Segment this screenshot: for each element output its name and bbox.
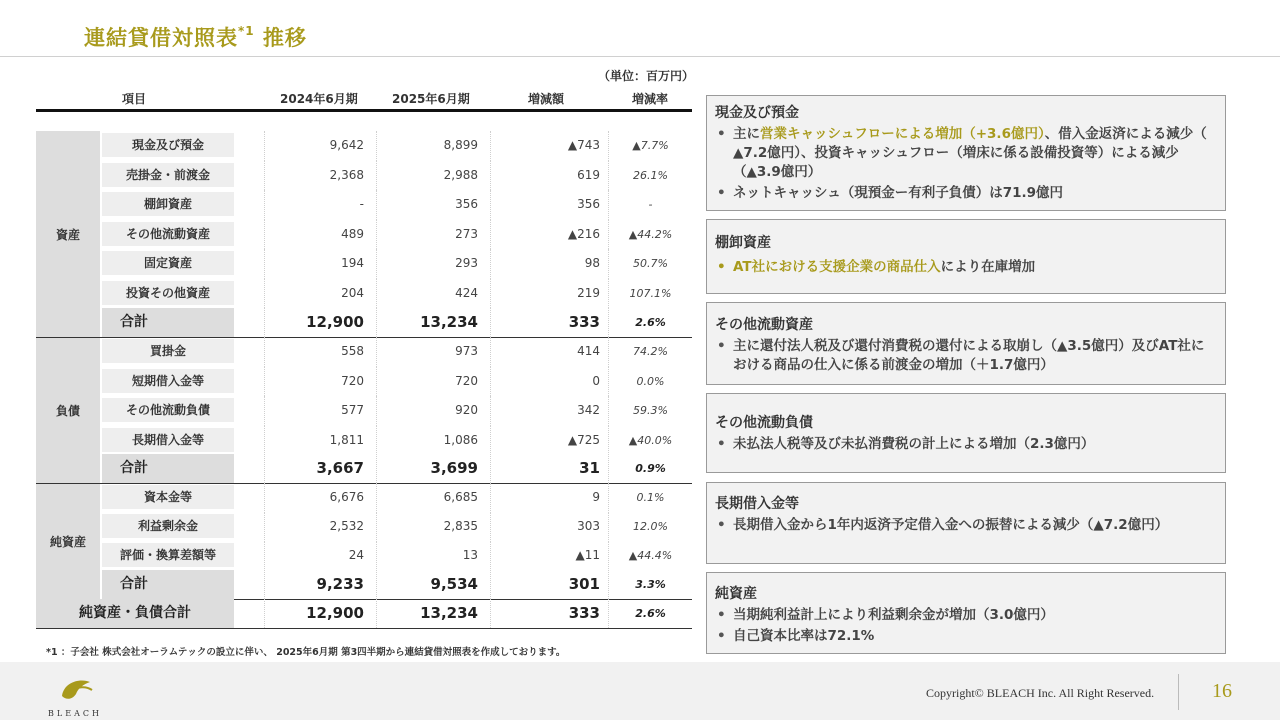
- value-change: 31: [490, 454, 606, 483]
- value-fy2024: 558: [264, 337, 374, 367]
- value-fy2025: 920: [376, 396, 488, 426]
- row-label: 長期借入金等: [102, 428, 234, 452]
- note-cash: [706, 95, 1226, 211]
- table-row: [36, 249, 692, 279]
- footer: [0, 662, 1280, 720]
- value-change: 0: [490, 367, 606, 397]
- note-other-current-assets: [706, 302, 1226, 385]
- note-bullet: • 主に営業キャッシュフローによる増加（+3.6億円）、借入金返済による減少（ ▲7.2億円）、投資キャッシュフロー（増床に係る設備投資等）による減少（▲3.9億円）: [715, 125, 1217, 182]
- value-fy2024: 9,233: [264, 570, 374, 599]
- value-change-rate: 0.1%: [608, 483, 692, 513]
- value-change-rate: 2.6%: [608, 599, 692, 628]
- value-change-rate: ▲40.0%: [608, 426, 692, 456]
- value-fy2024: 489: [264, 220, 374, 250]
- note-heading: 純資産: [715, 586, 757, 602]
- value-change: 333: [490, 599, 606, 628]
- note-net-assets: [706, 572, 1226, 654]
- table-row: [36, 337, 692, 367]
- row-label: 固定資産: [102, 251, 234, 275]
- value-fy2024: 3,667: [264, 454, 374, 483]
- header-fy2025: 2025年6月期: [392, 92, 470, 106]
- value-fy2025: 9,534: [376, 570, 488, 599]
- row-label: 合計: [102, 570, 234, 599]
- value-fy2024: -: [264, 190, 374, 220]
- note-bullet: • ネットキャッシュ（現預金ー有利子負債）は71.9億円: [715, 184, 1217, 203]
- table-row: [36, 190, 692, 220]
- value-fy2025: 293: [376, 249, 488, 279]
- header-change: 増減額: [528, 92, 565, 106]
- table-row: [36, 131, 692, 161]
- table-row: [36, 279, 692, 309]
- row-label: 投資その他資産: [102, 281, 234, 305]
- value-fy2025: 720: [376, 367, 488, 397]
- value-change: 333: [490, 308, 606, 337]
- note-heading: その他流動負債: [715, 415, 813, 431]
- note-heading: 棚卸資産: [715, 235, 771, 251]
- value-change-rate: 12.0%: [608, 512, 692, 542]
- unit-label: （単位：百万円）: [598, 69, 695, 83]
- note-inventory: [706, 219, 1226, 294]
- value-fy2024: 24: [264, 541, 374, 571]
- table-header: [36, 84, 692, 112]
- company-logo: [40, 672, 110, 716]
- value-fy2024: 194: [264, 249, 374, 279]
- logo-text: BLEACH: [48, 709, 102, 718]
- note-heading: 現金及び預金: [715, 105, 799, 121]
- value-change: 303: [490, 512, 606, 542]
- liabilities-total-row: [36, 454, 692, 484]
- value-change: ▲216: [490, 220, 606, 250]
- table-row: [36, 426, 692, 456]
- table-row: [36, 367, 692, 397]
- page-title: 連結貸借対照表$^{*1}$ 推移: [84, 24, 307, 50]
- value-change: ▲11: [490, 541, 606, 571]
- value-fy2025: 356: [376, 190, 488, 220]
- value-fy2024: 9,642: [264, 131, 374, 161]
- value-fy2025: 424: [376, 279, 488, 309]
- value-fy2024: 6,676: [264, 483, 374, 513]
- value-fy2025: 1,086: [376, 426, 488, 456]
- value-fy2025: 6,685: [376, 483, 488, 513]
- net-assets-total-row: [36, 570, 692, 600]
- value-fy2025: 13: [376, 541, 488, 571]
- value-change-rate: ▲44.2%: [608, 220, 692, 250]
- value-fy2025: 13,234: [376, 599, 488, 628]
- note-bullet: • 自己資本比率は72.1%: [715, 627, 1217, 646]
- table-row: [36, 161, 692, 191]
- value-change: ▲725: [490, 426, 606, 456]
- row-label: 純資産・負債合計: [36, 599, 234, 628]
- header-fy2024: 2024年6月期: [280, 92, 358, 106]
- value-fy2024: 204: [264, 279, 374, 309]
- row-label: 短期借入金等: [102, 369, 234, 393]
- value-change-rate: -: [608, 190, 692, 220]
- value-change-rate: ▲44.4%: [608, 541, 692, 571]
- title-divider: [0, 56, 1280, 57]
- value-change-rate: 0.9%: [608, 454, 692, 483]
- value-fy2025: 973: [376, 337, 488, 367]
- row-label: 合計: [102, 454, 234, 483]
- section-liabilities: 負債: [36, 337, 100, 483]
- note-bullet: • 未払法人税等及び未払消費税の計上による増加（2.3億円）: [715, 435, 1217, 454]
- note-bullet: • 主に還付法人税及び還付消費税の還付による取崩し（▲3.5億円）及びAT社における商品の仕入に係る前渡金の増加（＋1.7億円）: [715, 337, 1217, 375]
- copyright: Copyright© BLEACH Inc. All Right Reserved.: [926, 686, 1155, 700]
- value-change-rate: ▲7.7%: [608, 131, 692, 161]
- row-label: その他流動負債: [102, 398, 234, 422]
- assets-total-row: [36, 308, 692, 338]
- row-label: 買掛金: [102, 339, 234, 363]
- value-change-rate: 107.1%: [608, 279, 692, 309]
- value-change: 301: [490, 570, 606, 599]
- value-fy2024: 12,900: [264, 599, 374, 628]
- leaf-logo-icon: [40, 672, 110, 706]
- table-row: [36, 396, 692, 426]
- value-fy2024: 2,368: [264, 161, 374, 191]
- value-change-rate: 3.3%: [608, 570, 692, 599]
- row-label: 棚卸資産: [102, 192, 234, 216]
- table-row: [36, 220, 692, 250]
- value-change-rate: 26.1%: [608, 161, 692, 191]
- value-change-rate: 2.6%: [608, 308, 692, 337]
- row-label: 利益剰余金: [102, 514, 234, 538]
- header-item: 項目: [122, 92, 147, 106]
- value-fy2025: 2,835: [376, 512, 488, 542]
- value-fy2024: 2,532: [264, 512, 374, 542]
- value-change: 98: [490, 249, 606, 279]
- value-fy2025: 3,699: [376, 454, 488, 483]
- row-label: 資本金等: [102, 485, 234, 509]
- grand-total-row: [36, 599, 692, 629]
- value-change-rate: 74.2%: [608, 337, 692, 367]
- note-bullet: • 長期借入金から1年内返済予定借入金への振替による減少（▲7.2億円）: [715, 516, 1217, 535]
- footnote: *1 ：子会社 株式会社オーラムテックの設立に伴い、 2025年6月期 第3四半期から連結貸借対照表を作成しております。: [46, 647, 566, 658]
- row-label: 現金及び預金: [102, 133, 234, 157]
- value-fy2025: 13,234: [376, 308, 488, 337]
- row-label: 合計: [102, 308, 234, 337]
- note-other-current-liabilities: [706, 393, 1226, 473]
- value-change-rate: 59.3%: [608, 396, 692, 426]
- value-fy2024: 720: [264, 367, 374, 397]
- value-change-rate: 50.7%: [608, 249, 692, 279]
- note-long-term-debt: [706, 482, 1226, 564]
- table-row: [36, 512, 692, 542]
- value-change: 342: [490, 396, 606, 426]
- value-change: 356: [490, 190, 606, 220]
- row-label: その他流動資産: [102, 222, 234, 246]
- value-change: 9: [490, 483, 606, 513]
- value-fy2025: 2,988: [376, 161, 488, 191]
- note-heading: その他流動資産: [715, 317, 813, 333]
- value-fy2025: 8,899: [376, 131, 488, 161]
- footer-divider: [1178, 674, 1179, 710]
- table-row: [36, 541, 692, 571]
- value-change: 219: [490, 279, 606, 309]
- row-label: 評価・換算差額等: [102, 543, 234, 567]
- note-bullet: • 当期純利益計上により利益剰余金が増加（3.0億円）: [715, 606, 1217, 625]
- value-change: 619: [490, 161, 606, 191]
- row-label: 売掛金・前渡金: [102, 163, 234, 187]
- header-change-rate: 増減率: [632, 92, 669, 106]
- table-row: [36, 483, 692, 513]
- section-assets: 資産: [36, 131, 100, 337]
- note-heading: 長期借入金等: [715, 496, 799, 512]
- value-fy2024: 1,811: [264, 426, 374, 456]
- value-change: 414: [490, 337, 606, 367]
- page-number: 16: [1212, 680, 1232, 702]
- value-change-rate: 0.0%: [608, 367, 692, 397]
- value-fy2024: 577: [264, 396, 374, 426]
- value-change: ▲743: [490, 131, 606, 161]
- note-bullet: • AT社における支援企業の商品仕入により在庫増加: [715, 258, 1217, 277]
- value-fy2024: 12,900: [264, 308, 374, 337]
- section-net-assets: 純資産: [36, 483, 100, 599]
- value-fy2025: 273: [376, 220, 488, 250]
